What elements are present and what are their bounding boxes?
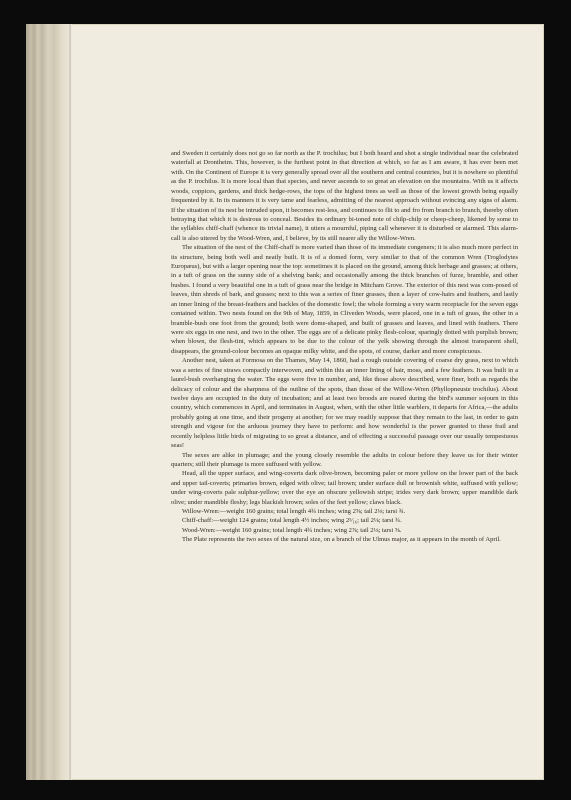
page-sheet bbox=[26, 24, 544, 780]
paragraph-2: The situation of the nest of the Chiff-chaff is more varied than those of its immediate congeners; it is also much more perfect in its structure, being both well and neatly built. It is of a domed form, very similar to that of the common Wren (Troglodytes Europæus), but with a larger opening near the top: sometimes it is placed on the ground, among thick herbage and grasses; at others, in a tuft of grass on the sunny side of a shelving bank; and occasionally among the thick branches of furze, bramble, and other bushes. I found a very beautiful one in a tuft of grass near the bridge in Mitcham Grove. The exterior of this nest was com-posed of leaves, thin shreds of bark, and grasses; next to this was a series of finer grasses, then a layer of cow-hairs and feathers, and lastly an inner lining of the breast-feathers and hackles of the domestic fowl; the whole forming a very warm receptacle for the seven eggs contained within. Two nests found on the 9th of May, 1859, in Cliveden Woods, were placed, one in a tuft of grass, the other in a bramble-bush one foot from the ground; both were dome-shaped, and built of grasses and leaves, and lined with feathers. There were six eggs in one nest, and two in the other. The eggs are of a delicate pinky flesh-colour, sparingly dotted with purplish brown; when blown, the flesh-tint, which appears to be due to the colour of the yelk showing through the almost transparent shell, disappears, the ground-colour becomes an opaque milky white, and the spots, of course, darker and more conspicuous. bbox=[171, 244, 518, 355]
plate-note: The Plate represents the two sexes of the natural size, on a branch of the Ulmus major, as it appears in the month of April. bbox=[182, 536, 501, 544]
body-text bbox=[171, 149, 518, 545]
paragraph-1: and Sweden it certainly does not go so far north as the P. trochilus; but I both heard and shot a single individual near the celebrated waterfall at Drontheim. This, however, is the furthest point in that direction at which, so far as I am aware, it has ever been met with. On the Continent of Europe it is very generally spread over all the southern and central countries, but it is nowhere so plentiful as the P. trochilus. It is more local than that species, and never ascends to so great an elevation on the mountains. With us it affects woods, coppices, gardens, and thick hedge-rows, the tops of the highest trees as well as those of the lowest growth being equally frequented by it. In its manners it is very tame and fearless, admitting of the nearest approach without evincing any signs of alarm. If the situation of its nest be intruded upon, it becomes rest-less, and continues to flit to and fro from branch to branch, thereby often betraying that which it is desirous to conceal. Besides its ordinary bi-toned note of chilp-chilp or cheep-cheep, likened by some to the syllables chiff-chaff (whence its trivial name), it utters a mournful, piping call whenever it is disturbed or alarmed. This alarm-call is also uttered by the Wood-Wren, and, I believe, by its still nearer ally the Willow-Wren. bbox=[171, 150, 518, 242]
paragraph-4: The sexes are alike in plumage; and the young closely resemble the adults in colour before they leave us for their winter quarters; still their plumage is more suffused with yellow. bbox=[171, 451, 518, 468]
measurement-chiff-chaff: Chiff-chaff:—weight 124 grains; total length 4½ inches; wing 2⁵⁄₁₆; tail 2⅛; tarsi ¾. bbox=[182, 517, 402, 525]
paragraph-5: Head, all the upper surface, and wing-coverts dark olive-brown, becoming paler or more yellow on the lower part of the back and upper tail-coverts; primaries brown, edged with olive; tail brown; under surface dull or brownish white, suffused with yellow; under wing-coverts pale sulphur-yellow; over the eye an obscure yellowish stripe; irides very dark brown; upper mandible dark olive; under mandible fleshy; legs blackish brown; soles of the feet yellow; claws black. bbox=[171, 470, 518, 506]
book-gutter bbox=[26, 24, 72, 780]
measurement-willow-wren: Willow-Wren:—weight 160 grains; total length 4¾ inches; wing 2⅝; tail 2⅛; tarsi ¾. bbox=[182, 508, 406, 516]
paragraph-3: Another nest, taken at Formosa on the Thames, May 14, 1860, had a rough outside covering of coarse dry grass, next to which was a series of fine straws compactly interwoven, and within this an inner lining of hair, moss, and a few feathers. It was built in a laurel-bush overhanging the water. The eggs were five in number, and, like those above described, were finer, both as regards the delicacy of colour and the sharpness of the outline of the spots, than those of the Willow-Wren (Phyllopneuste trochilus). About twelve days are occupied in the duty of incubation; and at least two broods are reared during the bird's summer sojourn in this country, which commences in April, and terminates in August, when, with the other little warblers, it departs for Africa,—the adults probably going at one time, and their progeny at another; for we may readily suppose that they remain to the last, in order to gain strength and vigour for the arduous journey they have to perform: and how wonderful is the power granted to these frail and recently helpless little birds of migrating to so great a distance, and of effecting a successful passage over our usually tempestuous seas! bbox=[171, 357, 518, 450]
measurement-wood-wren: Wood-Wren:—weight 160 grains; total length 4¾ inches; wing 2⅞; tail 2⅛; tarsi ⅝. bbox=[182, 526, 402, 534]
